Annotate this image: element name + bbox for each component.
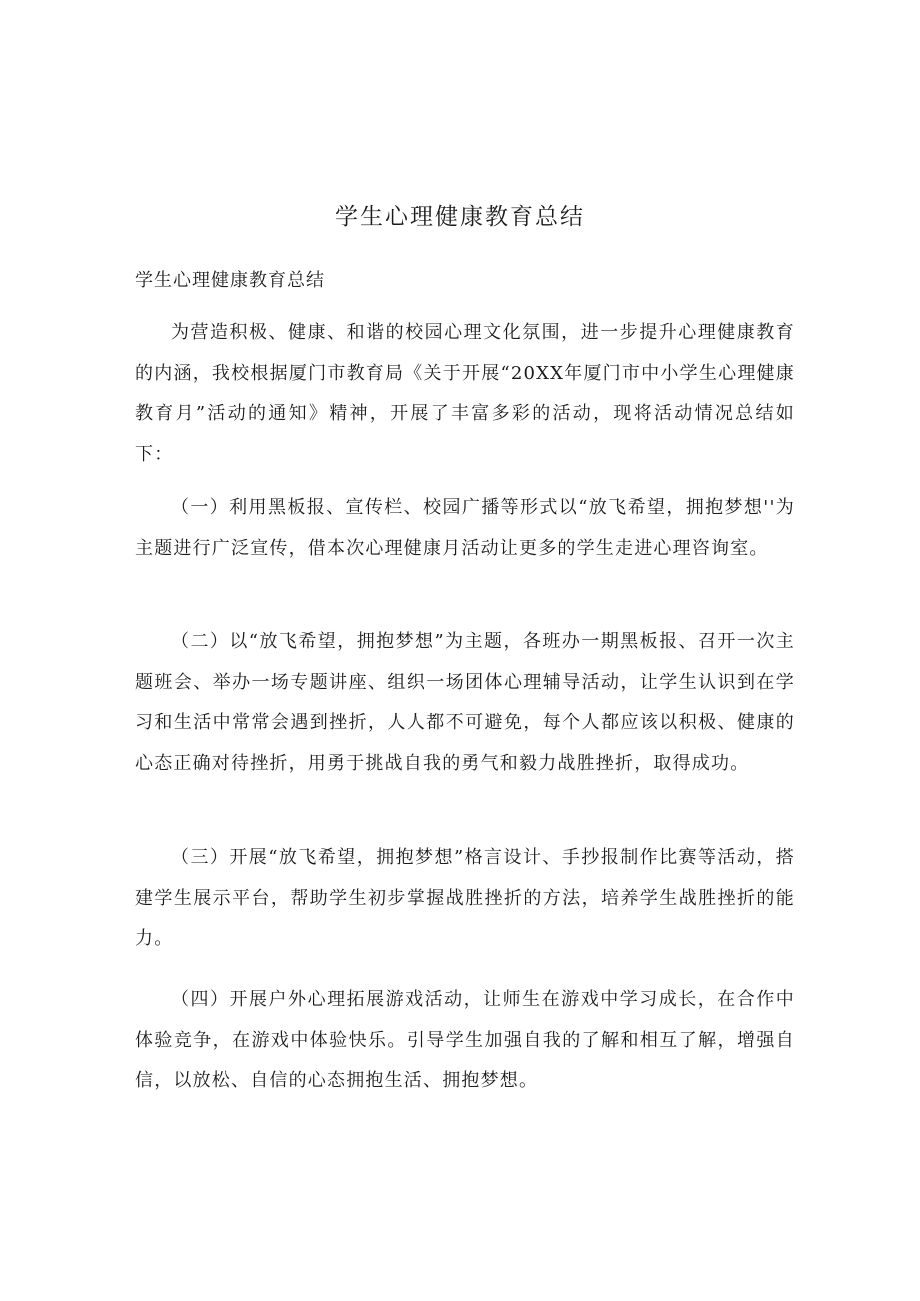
section-one-paragraph: （一）利用黑板报、宣传栏、校园广播等形式以“放飞希望，拥抱梦想''为主题进行广泛宣传，借本次心理健康月活动让更多的学生走进心理咨询室。	[135, 497, 795, 559]
section-four-paragraph: （四）开展户外心理拓展游戏活动，让师生在游戏中学习成长，在合作中体验竞争，在游戏中体验快乐。引导学生加强自我的了解和相互了解，增强自信，以放松、自信的心态拥抱生活、拥抱梦想。	[135, 989, 795, 1091]
document-title: 学生心理健康教育总结	[335, 204, 585, 230]
section-two-paragraph: （二）以“放飞希望，拥抱梦想”为主题，各班办一期黑板报、召开一次主题班会、举办一场专题讲座、组织一场团体心理辅导活动，让学生认识到在学习和生活中常常会遇到挫折，人人都不可避免，每个人都应该以积极、健康的心态正确对待挫折，用勇于挑战自我的勇气和毅力战胜挫折，取得成功。	[135, 631, 795, 774]
section-three-paragraph: （三）开展“放飞希望，拥抱梦想”格言设计、手抄报制作比赛等活动，搭建学生展示平台，帮助学生初步掌握战胜挫折的方法，培养学生战胜挫折的能力。	[135, 847, 795, 949]
intro-paragraph: 为营造积极、健康、和谐的校园心理文化氛围，进一步提升心理健康教育的内涵，我校根据厦门市教育局《关于开展“20XX年厦门市中小学生心理健康教育月”活动的通知》精神，开展了丰富多彩的活动，现将活动情况总结如下：	[135, 322, 795, 465]
document-subtitle: 学生心理健康教育总结	[135, 270, 325, 291]
